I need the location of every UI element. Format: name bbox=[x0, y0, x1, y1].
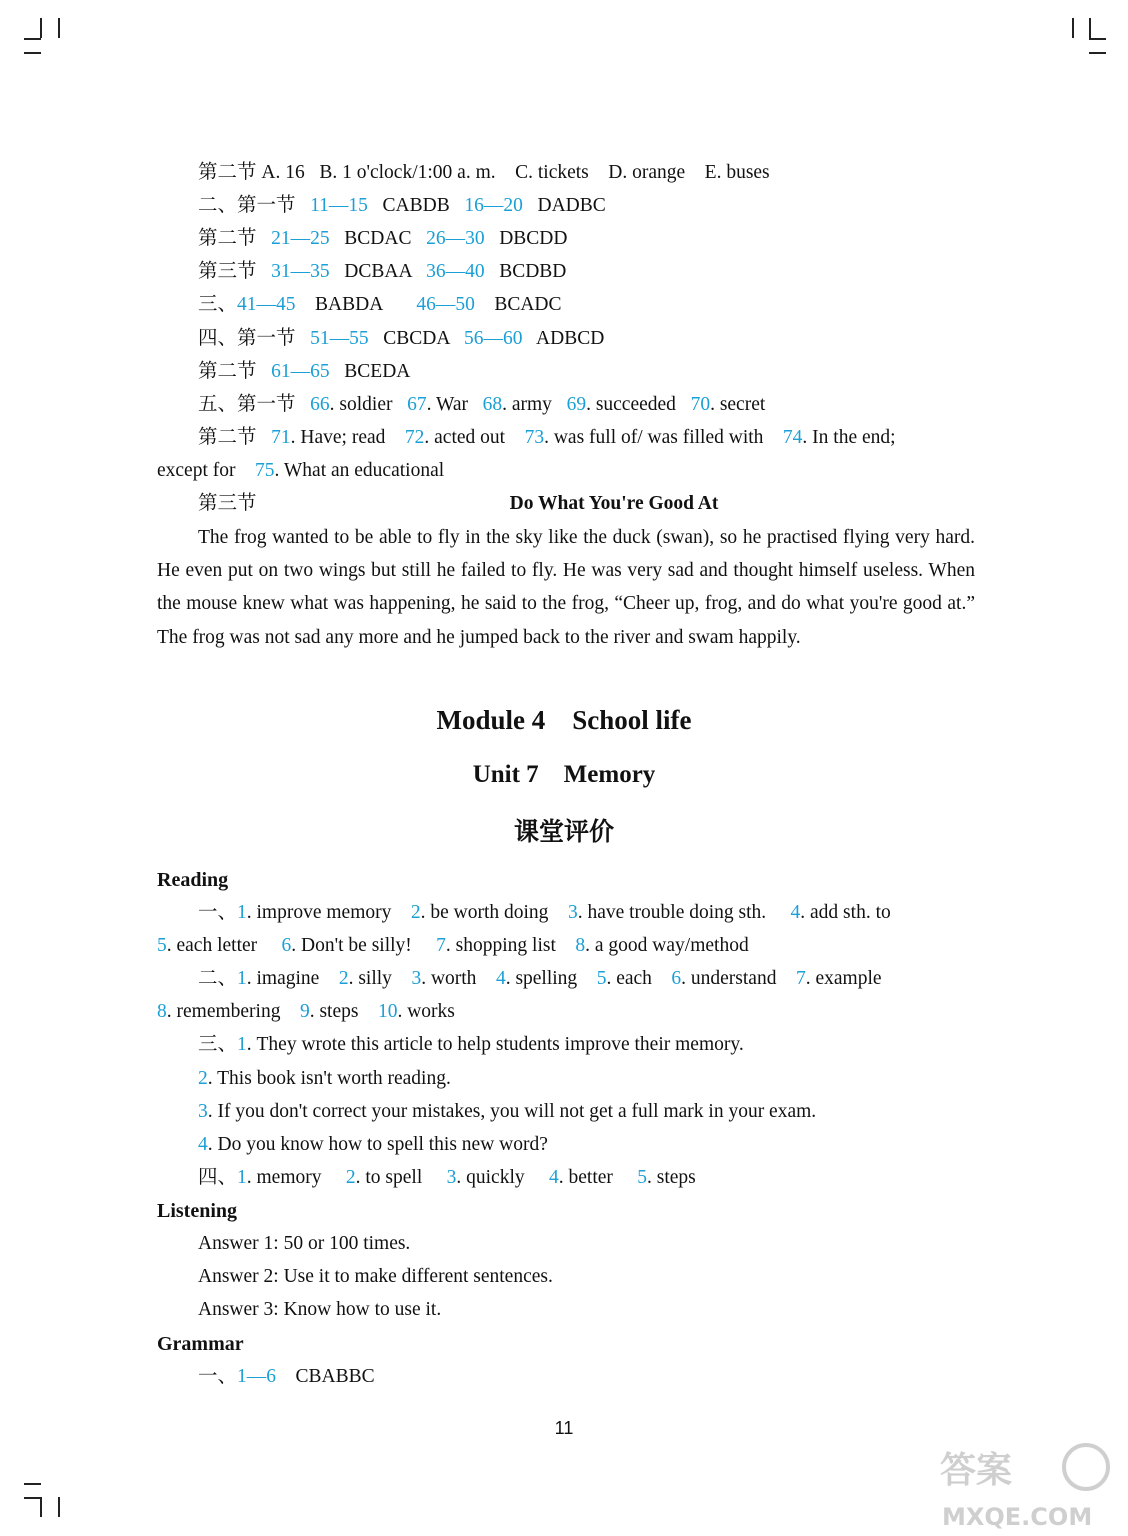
answer-number: 74 bbox=[782, 426, 803, 448]
answer-text: except for bbox=[157, 459, 255, 481]
writing-paragraph: The frog wanted to be able to fly in the sky like the duck (swan), so he practised flying very hard. He even put on two wings but still he failed to fly. He was very sad and thought himself useless. When the mouse knew what was happening, he said to the frog, “Cheer up, frog, and do what you're good at.” The frog was not sad any more and he jumped back to the river and swam happily. bbox=[157, 527, 975, 648]
answer-text: BCADC bbox=[474, 294, 562, 316]
answer-number: 1 bbox=[237, 902, 247, 923]
grammar-line-1 bbox=[198, 1364, 1128, 1390]
answer-text: . secret bbox=[710, 393, 766, 415]
top-line-8 bbox=[198, 392, 1128, 418]
answer-text: 五、第一节 bbox=[198, 393, 311, 415]
answer-number: 4 bbox=[495, 968, 506, 990]
answer-text: 四、第一节 bbox=[198, 327, 311, 349]
answer-text: . War bbox=[426, 393, 483, 415]
answer-text: . to spell bbox=[355, 1166, 447, 1188]
answer-text: 第二节 bbox=[198, 360, 272, 382]
answer-text: . remembering bbox=[166, 1001, 300, 1023]
answer-text: . Have; read bbox=[290, 426, 405, 448]
answer-text: . better bbox=[558, 1166, 638, 1188]
answer-text: . example bbox=[805, 968, 882, 990]
answer-text: . shopping list bbox=[445, 935, 576, 957]
answer-text: DBCDD bbox=[484, 228, 568, 250]
answer-text: 第三节 bbox=[198, 261, 272, 283]
answer-number: 41—45 bbox=[237, 294, 296, 316]
reading-line-7 bbox=[198, 1099, 1128, 1125]
section-title: 课堂评价 bbox=[513, 817, 614, 846]
answer-text: CABDB bbox=[367, 195, 465, 217]
answer-text: . each bbox=[606, 968, 672, 990]
answer-text: CBCDA bbox=[368, 327, 464, 349]
top-line-7 bbox=[198, 359, 1128, 385]
page-number: 11 bbox=[554, 1418, 574, 1438]
top-line-2 bbox=[198, 193, 1128, 219]
answer-number: 75 bbox=[255, 459, 275, 481]
answer-number: 6 bbox=[671, 968, 682, 990]
answer-number: 3 bbox=[411, 968, 422, 990]
reading-line-3 bbox=[198, 966, 1128, 992]
answer-text: . imagine bbox=[246, 968, 339, 990]
watermark-logo bbox=[936, 1437, 1116, 1532]
writing-label: 第三节 bbox=[198, 493, 257, 514]
answer-number: 9 bbox=[299, 1001, 310, 1023]
answer-number: 1 bbox=[237, 968, 247, 990]
answer-number: 4 bbox=[549, 1166, 559, 1188]
answer-text: . a good way/method bbox=[585, 935, 749, 957]
answer-number: 36—40 bbox=[426, 261, 485, 283]
answer-text: . memory bbox=[246, 1166, 346, 1188]
answer-number: 56—60 bbox=[464, 327, 523, 349]
answer-number: 1—6 bbox=[237, 1366, 277, 1387]
answer-number: 7 bbox=[795, 968, 806, 990]
answer-number: 69 bbox=[566, 393, 587, 415]
answer-number: 4 bbox=[198, 1133, 208, 1155]
answer-text: . each letter bbox=[166, 935, 282, 957]
answer-text: BABDA bbox=[295, 294, 417, 316]
answer-text: 三、 bbox=[198, 1034, 238, 1056]
answer-text: BCDBD bbox=[484, 261, 567, 283]
grammar-heading: Grammar bbox=[157, 1333, 244, 1355]
answer-number: 7 bbox=[436, 935, 446, 957]
answer-number: 3 bbox=[567, 902, 578, 923]
crop-mark-top-left-v bbox=[40, 18, 42, 38]
crop-mark-top-right-h2 bbox=[1089, 52, 1106, 54]
answer-number: 73 bbox=[524, 426, 545, 448]
reading-heading: Reading bbox=[157, 869, 229, 891]
watermark-text: MXQE.COM bbox=[942, 1503, 1093, 1531]
answer-number: 68 bbox=[482, 393, 503, 415]
answer-number: 1 bbox=[237, 1034, 247, 1056]
answer-text: . silly bbox=[348, 968, 412, 990]
top-line-9 bbox=[198, 425, 1128, 451]
answer-text: BCEDA bbox=[329, 360, 411, 382]
answer-text: . understand bbox=[681, 968, 796, 990]
answer-number: 8 bbox=[157, 1001, 167, 1023]
answer-number: 2 bbox=[345, 1166, 356, 1188]
answer-number: 71 bbox=[271, 426, 291, 448]
top-line-4 bbox=[198, 259, 1128, 285]
top-line-1 bbox=[198, 160, 1128, 186]
reading-line-4 bbox=[157, 999, 1128, 1025]
answer-text: 第二节 bbox=[198, 228, 272, 250]
crop-mark-top-right-v2 bbox=[1072, 18, 1074, 38]
answer-number: 61—65 bbox=[271, 360, 330, 382]
reading-line-5 bbox=[198, 1032, 1128, 1058]
answer-text: . If you don't correct your mistakes, you will not get a full mark in your exam. bbox=[207, 1100, 817, 1122]
unit-title: Unit 7 Memory bbox=[472, 761, 656, 788]
answer-number: 46—50 bbox=[416, 294, 475, 316]
answer-text: 一、 bbox=[198, 902, 238, 923]
reading-line-1 bbox=[198, 900, 1128, 926]
answer-text: 三、 bbox=[198, 294, 238, 316]
answer-number: 2 bbox=[198, 1067, 208, 1089]
answer-text: . quickly bbox=[456, 1166, 549, 1188]
answer-text: . spelling bbox=[505, 968, 597, 990]
answer-number: 8 bbox=[575, 935, 586, 957]
answer-number: 3 bbox=[446, 1166, 457, 1188]
answer-text: . steps bbox=[309, 1001, 378, 1023]
answer-text: DADBC bbox=[522, 195, 606, 217]
answer-text: . was full of/ was filled with bbox=[544, 426, 783, 448]
answer-number: 5 bbox=[157, 935, 167, 957]
answer-text: . In the end; bbox=[802, 426, 896, 448]
answer-number: 26—30 bbox=[426, 228, 485, 250]
top-line-6 bbox=[198, 326, 1128, 352]
crop-mark-top-left-v2 bbox=[58, 18, 60, 38]
answer-text: . soldier bbox=[329, 393, 408, 415]
answer-number: 72 bbox=[404, 426, 425, 448]
crop-mark-bottom-left-h bbox=[24, 1483, 41, 1485]
answer-text: ADBCD bbox=[522, 327, 605, 349]
top-line-3 bbox=[198, 226, 1128, 252]
reading-line-9 bbox=[198, 1165, 1128, 1191]
module-title: Module 4 School life bbox=[436, 705, 692, 735]
writing-title: Do What You're Good At bbox=[509, 493, 719, 514]
answer-text: . Don't be silly! bbox=[291, 935, 437, 957]
top-line-5 bbox=[198, 292, 1128, 318]
answer-text: 二、 bbox=[198, 968, 238, 990]
crop-mark-bottom-left-v bbox=[40, 1497, 42, 1517]
crop-mark-top-left-h2 bbox=[24, 52, 41, 54]
answer-text: 四、 bbox=[198, 1166, 238, 1188]
answer-text: 第二节 bbox=[198, 426, 272, 448]
answer-number: 66 bbox=[310, 393, 330, 415]
crop-mark-top-right-v bbox=[1089, 18, 1091, 38]
answer-number: 51—55 bbox=[310, 327, 369, 349]
answer-number: 5 bbox=[596, 968, 607, 990]
reading-line-2 bbox=[157, 933, 1128, 959]
answer-number: 21—25 bbox=[271, 228, 330, 250]
answer-number: 2 bbox=[410, 902, 421, 923]
answer-text: CBABBC bbox=[276, 1366, 375, 1387]
listening-heading: Listening bbox=[157, 1200, 238, 1222]
answer-number: 10 bbox=[377, 1001, 398, 1023]
answer-text: . steps bbox=[647, 1166, 696, 1188]
listening-answer-2: Answer 2: Use it to make different sentences. bbox=[198, 1266, 553, 1287]
answer-number: 4 bbox=[790, 902, 801, 923]
answer-text: . works bbox=[397, 1001, 455, 1023]
answer-text: . They wrote this article to help students improve their memory. bbox=[246, 1034, 744, 1056]
answer-text: . Do you know how to spell this new word? bbox=[207, 1133, 548, 1155]
answer-text: BCDAC bbox=[329, 228, 427, 250]
answer-text: . succeeded bbox=[586, 393, 691, 415]
answer-number: 16—20 bbox=[464, 195, 523, 217]
listening-answer-3: Answer 3: Know how to use it. bbox=[198, 1299, 442, 1320]
answer-text: 第二节 A. 16 B. 1 o'clock/1:00 a. m. C. tickets D. orange E. buses bbox=[198, 162, 770, 183]
listening-answer-1: Answer 1: 50 or 100 times. bbox=[198, 1233, 411, 1254]
answer-text: 二、第一节 bbox=[198, 195, 311, 217]
answer-text: 一、 bbox=[198, 1366, 238, 1387]
answer-number: 2 bbox=[338, 968, 349, 990]
answer-number: 6 bbox=[281, 935, 292, 957]
answer-number: 1 bbox=[237, 1166, 247, 1188]
crop-mark-bottom-left-v2 bbox=[58, 1497, 60, 1517]
reading-line-8 bbox=[198, 1132, 1128, 1158]
answer-text: . worth bbox=[421, 968, 496, 990]
reading-line-6 bbox=[198, 1066, 1128, 1092]
answer-number: 31—35 bbox=[271, 261, 330, 283]
answer-number: 11—15 bbox=[310, 195, 368, 217]
answer-text: . have trouble doing sth. bbox=[577, 902, 791, 923]
answer-text: . army bbox=[502, 393, 567, 415]
answer-text: DCBAA bbox=[329, 261, 427, 283]
crop-mark-top-right-h bbox=[1089, 38, 1106, 40]
answer-number: 70 bbox=[690, 393, 711, 415]
answer-text: . add sth. to bbox=[800, 902, 891, 923]
answer-number: 67 bbox=[407, 393, 427, 415]
crop-mark-top-left-h bbox=[24, 38, 41, 40]
answer-number: 3 bbox=[198, 1100, 208, 1122]
crop-mark-bottom-left-h2 bbox=[24, 1497, 41, 1499]
answer-text: . acted out bbox=[424, 426, 525, 448]
answer-text: . This book isn't worth reading. bbox=[207, 1067, 451, 1089]
answer-text: . be worth doing bbox=[420, 902, 568, 923]
top-line-10 bbox=[157, 458, 1128, 484]
answer-text: . improve memory bbox=[246, 902, 411, 923]
svg-text:答案: 答案 bbox=[940, 1450, 1013, 1491]
answer-text: . What an educational bbox=[274, 459, 445, 481]
answer-number: 5 bbox=[637, 1166, 648, 1188]
